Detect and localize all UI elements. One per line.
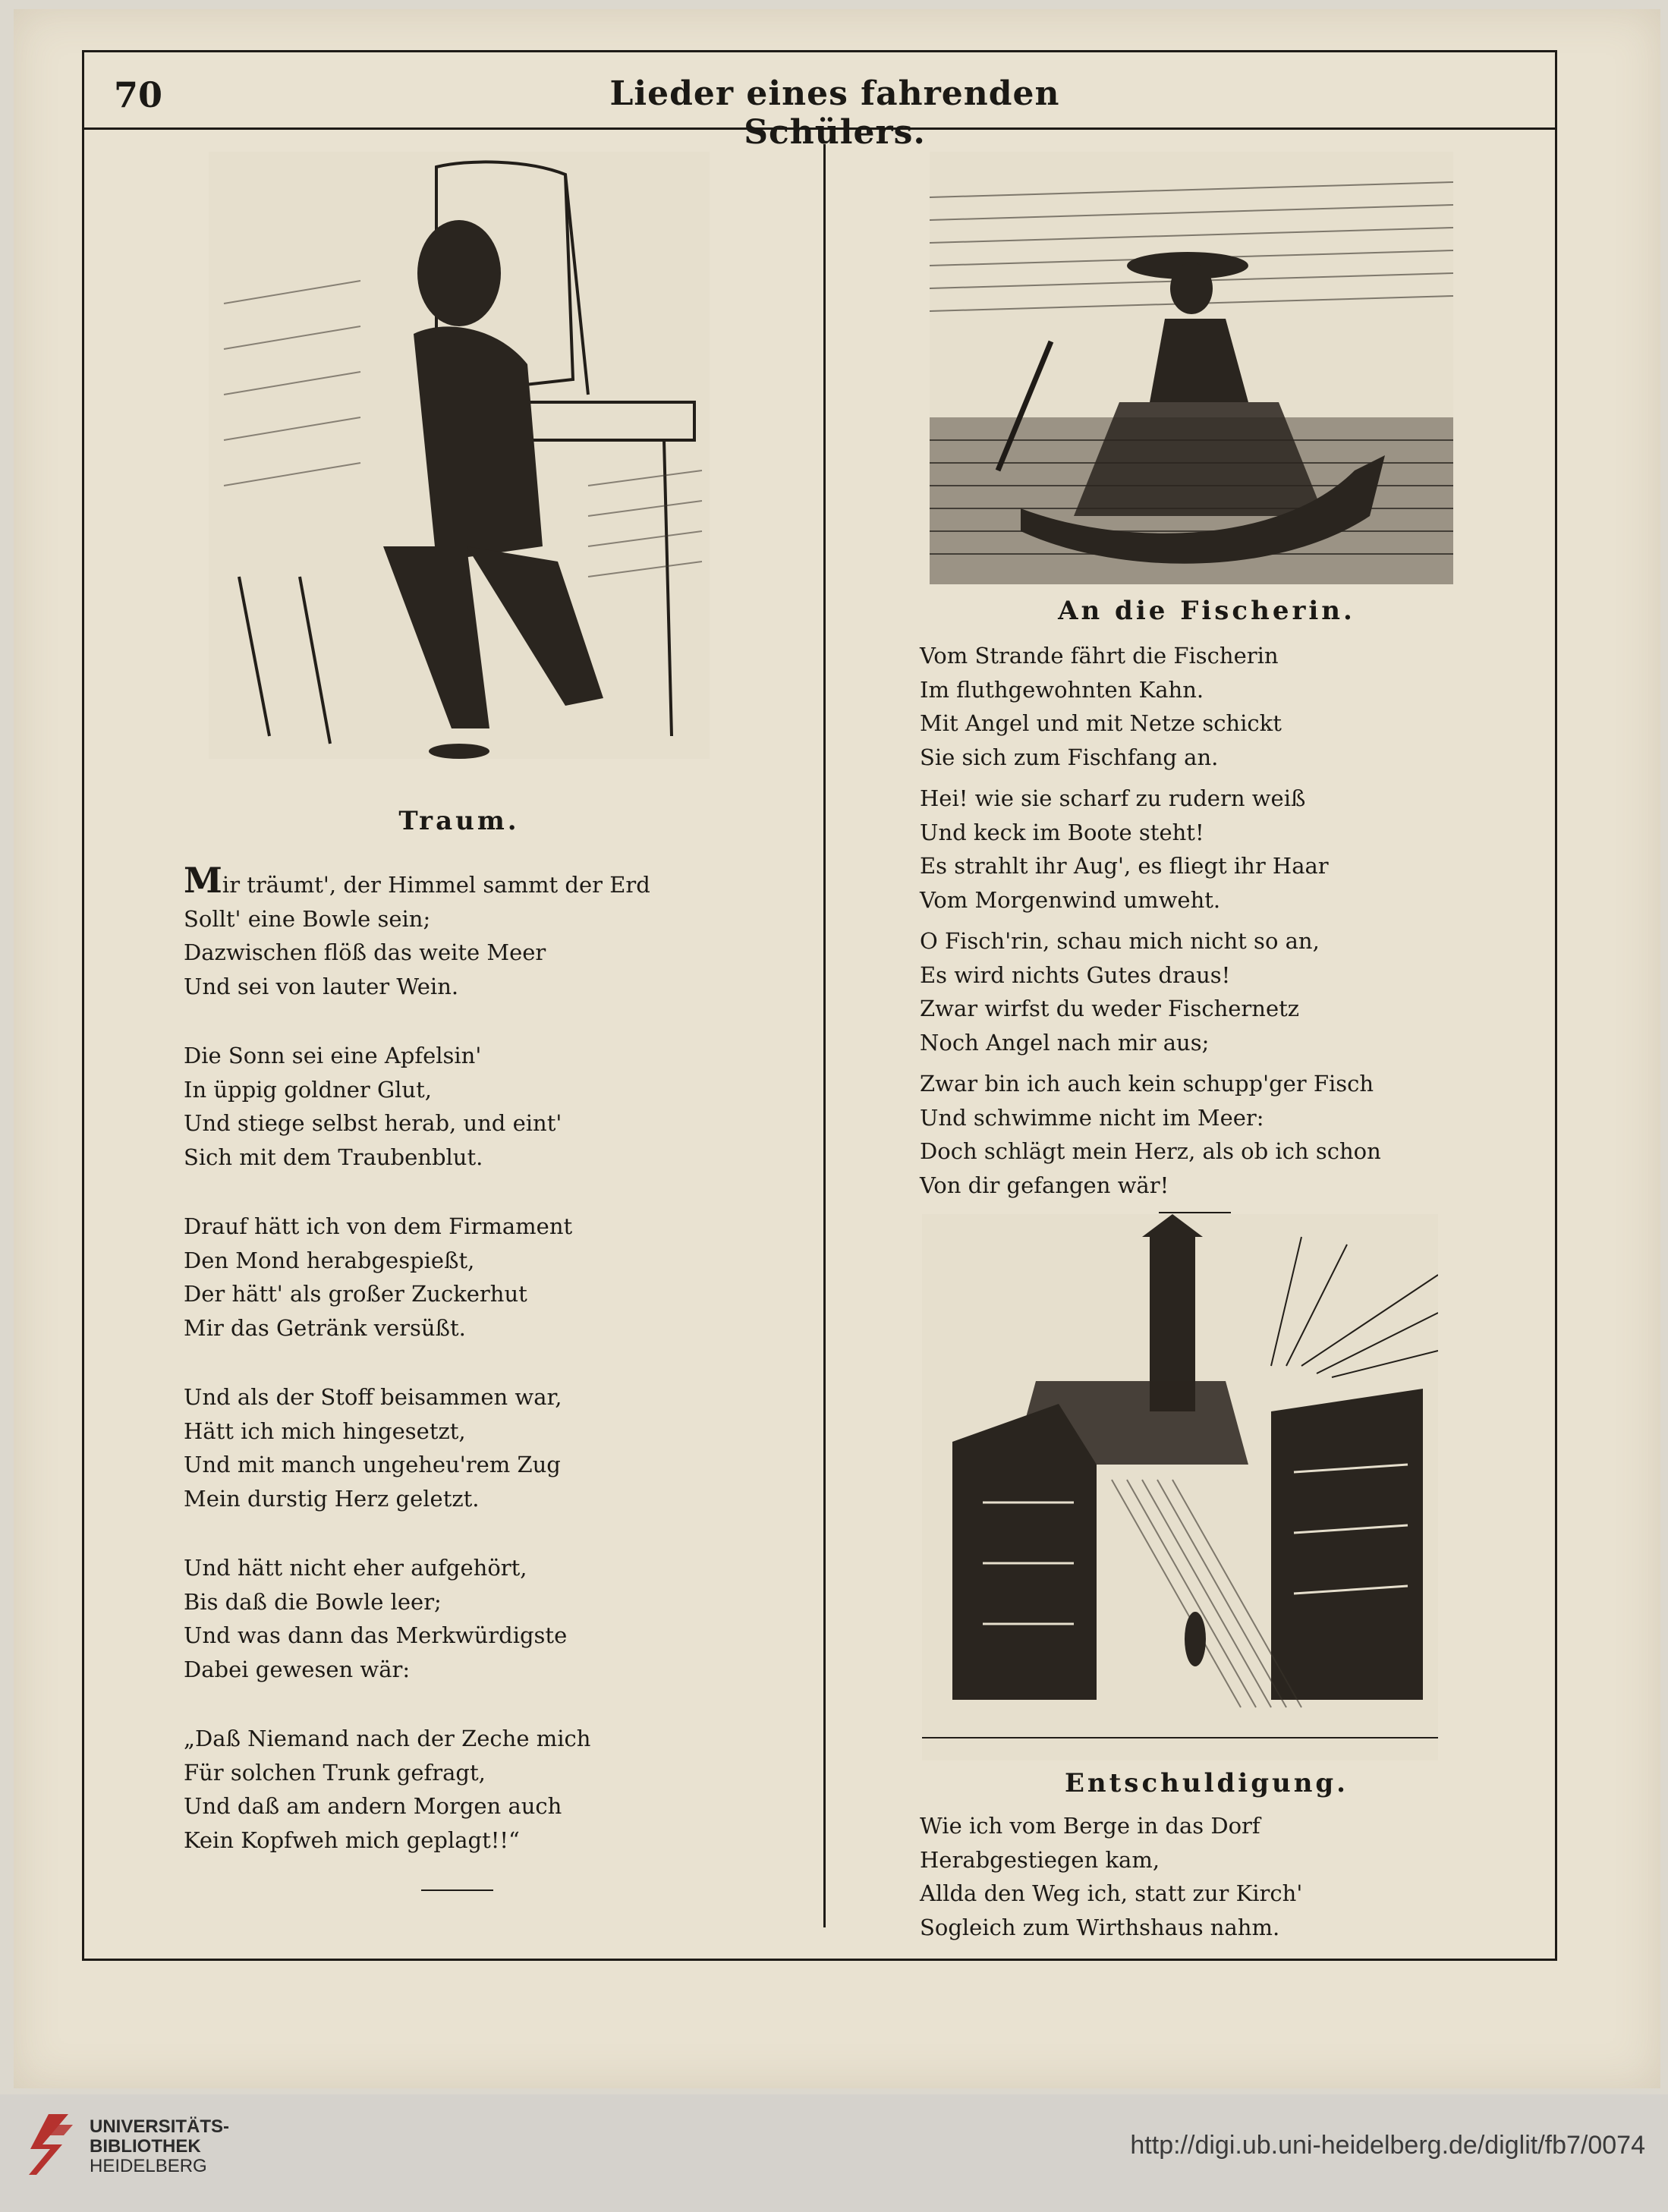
library-logo-icon — [23, 2111, 79, 2176]
poem-title-fischerin: An die Fischerin. — [1058, 596, 1355, 626]
poem-line: Drauf hätt ich von dem Firmament — [184, 1213, 573, 1239]
poem-line: Im fluthgewohnten Kahn. — [920, 676, 1204, 703]
poem-line: Und schwimme nicht im Meer: — [920, 1104, 1264, 1131]
poem-line: Sie sich zum Fischfang an. — [920, 744, 1219, 770]
poem-line: Und stiege selbst herab, und eint' — [184, 1110, 562, 1136]
poem-line: Herabgestiegen kam, — [920, 1846, 1160, 1873]
page-number: 70 — [114, 74, 163, 115]
poem-line: Für solchen Trunk gefragt, — [184, 1759, 486, 1786]
poem-line: Hätt ich mich hingesetzt, — [184, 1418, 466, 1444]
poem-line: Mir das Getränk versüßt. — [184, 1314, 466, 1341]
poem-traum — [184, 860, 806, 1857]
stanza — [184, 1210, 806, 1345]
running-title: Lieder eines fahrenden Schülers. — [609, 74, 1060, 152]
poem-line: Vom Morgenwind umweht. — [920, 886, 1221, 913]
poem-line: Dazwischen flöß das weite Meer — [184, 939, 546, 965]
stanza — [920, 924, 1542, 1059]
poem-line: Noch Angel nach mir aus; — [920, 1029, 1210, 1056]
poem-line: Und daß am andern Morgen auch — [184, 1793, 562, 1819]
stanza — [184, 1722, 806, 1857]
poem-line: Dabei gewesen wär: — [184, 1656, 411, 1682]
poem-line: Und sei von lauter Wein. — [184, 973, 459, 999]
column-divider — [823, 144, 826, 1927]
poem-line: Und keck im Boote steht! — [920, 819, 1204, 845]
poem-line: Der hätt' als großer Zuckerhut — [184, 1281, 527, 1307]
stanza — [920, 1809, 1542, 1944]
poem-entschuldigung — [920, 1809, 1542, 1944]
poem-title-entschuldigung: Entschuldigung. — [1064, 1768, 1349, 1798]
poem-line: Vom Strande fährt die Fischerin — [920, 643, 1279, 669]
poem-line: Sich mit dem Traubenblut. — [184, 1144, 483, 1170]
library-name-line: BIBLIOTHEK — [90, 2136, 201, 2157]
poem-line: Zwar wirfst du weder Fischernetz — [920, 996, 1300, 1021]
poem-line: Und hätt nicht eher aufgehört, — [184, 1555, 527, 1581]
poem-line: Bis daß die Bowle leer; — [184, 1588, 442, 1615]
poem-end-rule — [421, 1889, 493, 1891]
library-name-line: UNIVERSITÄTS- — [90, 2116, 230, 2137]
source-url-link[interactable]: http://digi.ub.uni-heidelberg.de/diglit/fb7/0074 — [1130, 2131, 1645, 2160]
stanza — [920, 639, 1542, 774]
poem-line: Den Mond herabgespießt, — [184, 1247, 475, 1273]
stanza — [920, 1067, 1542, 1202]
drop-capital: M — [184, 860, 222, 901]
poem-line: Sogleich zum Wirthshaus nahm. — [920, 1914, 1280, 1940]
poem-line: Die Sonn sei eine Apfelsin' — [184, 1043, 482, 1068]
poem-line: Mit Angel und mit Netze schickt — [920, 710, 1282, 736]
poem-title-traum: Traum. — [398, 806, 520, 836]
poem-fischerin — [920, 639, 1542, 1202]
poem-line: Und was dann das Merkwürdigste — [184, 1622, 568, 1648]
poem-line: Es wird nichts Gutes draus! — [920, 961, 1231, 988]
stanza — [184, 1039, 806, 1174]
poem-line: In üppig goldner Glut, — [184, 1076, 432, 1103]
poem-line: Zwar bin ich auch kein schupp'ger Fisch — [920, 1071, 1374, 1097]
stanza — [184, 860, 806, 1003]
poem-line: Es strahlt ihr Aug', es fliegt ihr Haar — [920, 853, 1329, 879]
poem-line: „Daß Niemand nach der Zeche mich — [184, 1726, 591, 1751]
poem-line: Mein durstig Herz geletzt. — [184, 1485, 480, 1512]
poem-end-rule — [1159, 1212, 1231, 1213]
illustration-dreaming-man — [209, 152, 710, 759]
stanza — [184, 1551, 806, 1686]
poem-line: Sollt' eine Bowle sein; — [184, 905, 431, 932]
poem-line: Doch schlägt mein Herz, als ob ich schon — [920, 1138, 1381, 1164]
poem-line: Kein Kopfweh mich geplagt!!“ — [184, 1827, 520, 1853]
poem-line: Wie ich vom Berge in das Dorf — [920, 1813, 1260, 1839]
library-name-line: HEIDELBERG — [90, 2156, 207, 2176]
poem-line: O Fisch'rin, schau mich nicht so an, — [920, 928, 1320, 954]
library-name[interactable] — [90, 2117, 229, 2176]
illustration-village-church — [922, 1214, 1438, 1760]
stanza — [184, 1380, 806, 1515]
poem-line: Und als der Stoff beisammen war, — [184, 1384, 562, 1410]
poem-line: Allda den Weg ich, statt zur Kirch' — [920, 1880, 1303, 1906]
poem-line: Und mit manch ungeheu'rem Zug — [184, 1452, 561, 1477]
poem-line: Hei! wie sie scharf zu rudern weiß — [920, 785, 1306, 811]
poem-line: Von dir gefangen wär! — [920, 1172, 1169, 1198]
poem-line: Mir träumt', der Himmel sammt der Erd — [184, 860, 650, 901]
illustration-fisherwoman — [930, 152, 1453, 584]
stanza — [920, 782, 1542, 917]
